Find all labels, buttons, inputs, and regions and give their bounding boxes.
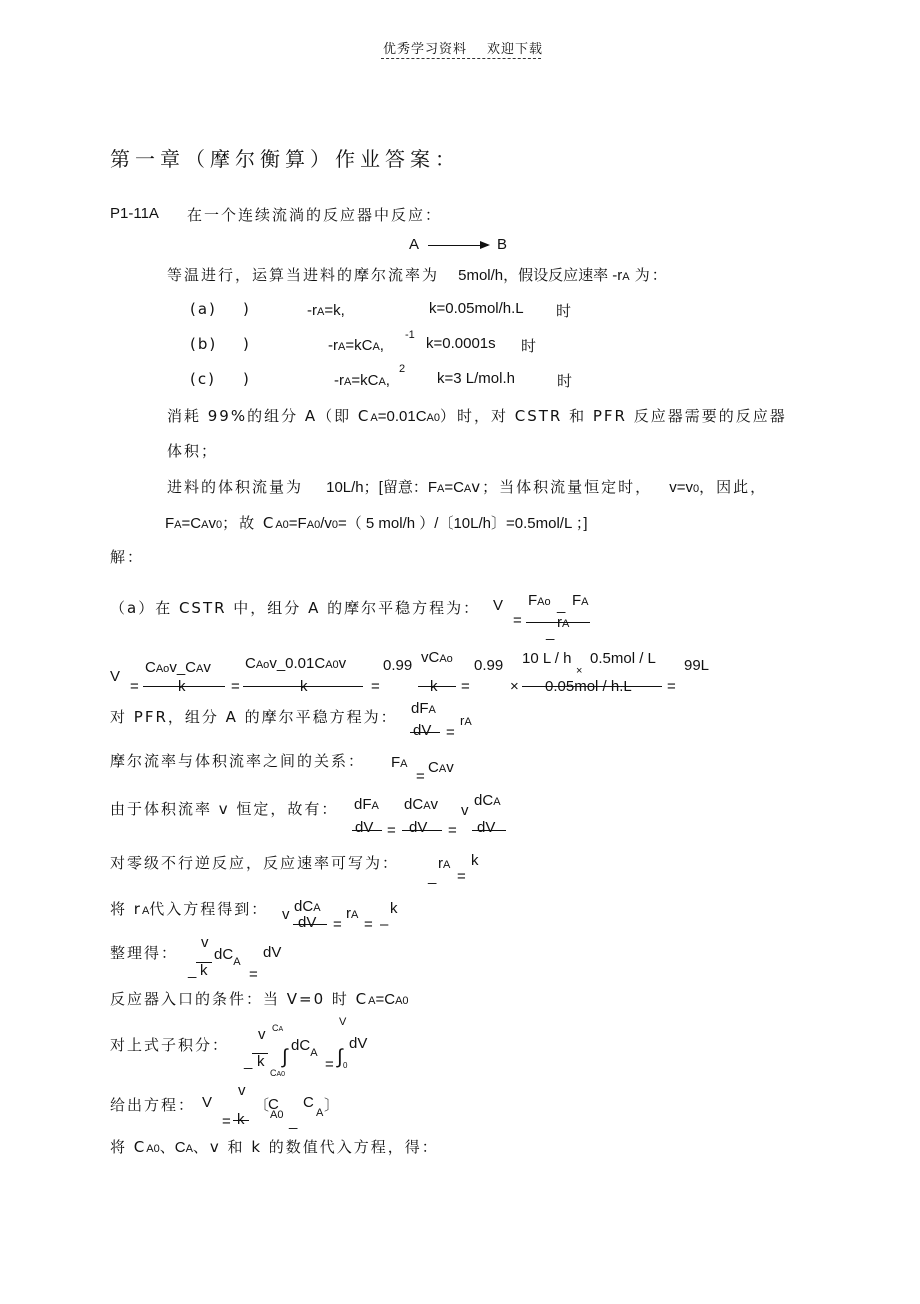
cstr-eq-numerator: FAo: [528, 592, 551, 609]
zero-eq-minus: _: [428, 868, 437, 885]
const-eq-num-2: dCAv: [404, 796, 439, 813]
case-b-k: k=0.0001s: [426, 335, 496, 352]
case-b-when: 时: [521, 337, 539, 355]
sub-eq-equals-2: =: [364, 916, 373, 933]
give-eq-V: V: [202, 1094, 213, 1111]
inlet-line: 反应器入口的条件：当 V=0 时 CA=CA0: [110, 990, 409, 1008]
big-eq-v: V: [110, 668, 121, 685]
int-eq-lower-1: CA0: [270, 1068, 286, 1078]
case-c-k: k=3 L/mol.h: [437, 370, 515, 387]
zero-eq-rate: rA: [438, 855, 451, 872]
tidy-line: 整理得：: [110, 944, 179, 962]
int-eq-upper-2: V: [339, 1016, 347, 1028]
int-eq-lower-2: 0: [343, 1061, 348, 1070]
int-eq-dc: $dC_A$: [291, 1037, 318, 1059]
const-eq-den-3: dV: [477, 819, 496, 836]
case-b-label: (b): [190, 335, 218, 353]
sub-eq-k: k: [390, 900, 398, 917]
const-flow-line: 由于体积流率 v 恒定，故有：: [110, 800, 339, 818]
tidy-eq-v: v: [201, 934, 209, 951]
reaction-arrow-icon: [428, 245, 488, 246]
case-a-rate: -rA=k,: [307, 302, 345, 319]
cstr-eq-v: V: [493, 597, 504, 614]
give-eq-v: v: [238, 1082, 246, 1099]
header-left: 优秀学习资料: [383, 42, 468, 57]
substitute-line: 将 rA代入方程得到：: [110, 900, 269, 918]
const-eq-equals-2: =: [448, 822, 457, 839]
case-c-sup: 2: [399, 363, 406, 375]
zero-eq-k: k: [471, 852, 479, 869]
case-c-rate: -rA=kCA,: [334, 372, 390, 389]
relation-eq-f: FA: [391, 754, 408, 771]
give-eq-rp: 〕: [324, 1097, 340, 1114]
integrate-line: 对上式子积分：: [110, 1036, 230, 1054]
const-eq-v: v: [461, 802, 469, 819]
tidy-eq-minus: _: [188, 962, 197, 979]
big-eq-den-3: k: [430, 678, 438, 695]
give-eq-c2: C: [303, 1094, 314, 1111]
case-a-k: k=0.05mol/h.L: [429, 300, 524, 317]
big-eq-num-2: CAov_0.01CA0v: [245, 655, 347, 672]
int-eq-minus: _: [244, 1053, 253, 1070]
problem-id: P1-11A: [110, 205, 159, 222]
case-c-label: (c): [190, 370, 216, 388]
zero-eq-equals: =: [457, 868, 466, 885]
header-divider: [381, 58, 541, 59]
int-eq-v: v: [258, 1026, 266, 1043]
big-eq-coef-2: 0.99: [474, 657, 504, 674]
tidy-eq-dc: $dC_A$: [214, 946, 241, 968]
final-line: 将 CA0、CA、v 和 k 的数值代入方程，得：: [110, 1138, 439, 1156]
big-eq-equals-3: =: [371, 678, 380, 695]
give-eq-line: 给出方程：: [110, 1096, 196, 1114]
big-eq-equals-1: =: [130, 678, 139, 695]
cstr-eq-numerator-2: FA: [572, 592, 589, 609]
big-eq-result: 99L: [684, 657, 710, 674]
relation-eq-c: CAv: [428, 759, 454, 776]
big-eq-den-1: k: [178, 678, 186, 695]
give-eq-equals: =: [222, 1113, 231, 1130]
pfr-eq-den: dV: [413, 722, 432, 739]
cstr-eq-den: rA: [557, 614, 570, 631]
tidy-eq-dv: dV: [263, 944, 282, 961]
give-eq-c2-sub: A: [316, 1107, 324, 1119]
cstr-eq-den-minus: _: [546, 624, 555, 641]
pfr-eq-rate: rA: [460, 713, 472, 728]
pfr-balance-line: 对 PFR，组分 A 的摩尔平稳方程为：: [110, 708, 398, 726]
product-b: B: [497, 236, 508, 253]
problem-consume-line-2: 体积；: [167, 442, 219, 460]
give-eq-minus: _: [289, 1113, 298, 1130]
big-eq-num-4: 10 L / h: [522, 650, 572, 667]
sub-eq-num: dCA: [294, 898, 321, 915]
integral-sign-icon: ∫: [282, 1046, 288, 1068]
problem-line-1: 等温进行，运算当进料的摩尔流率为 5mol/h，假设反应速率 -rA 为：: [167, 266, 669, 284]
int-eq-k: k: [257, 1053, 265, 1070]
big-eq-coef-1: 0.99: [383, 657, 413, 674]
big-eq-equals-2: =: [231, 678, 240, 695]
const-eq-den-1: dV: [355, 819, 374, 836]
cstr-eq-equals: =: [513, 612, 522, 629]
solution-label: 解：: [110, 548, 145, 566]
tidy-eq-k: k: [200, 962, 208, 979]
header-right: 欢迎下载: [487, 42, 544, 57]
give-eq-c1: C: [268, 1096, 279, 1113]
cstr-eq-minus: _: [557, 597, 566, 614]
problem-f-line: FA=CAv0；故 CA0=FA0/v0=（ 5 mol/h ）/〔10L/h〕=0.5mol/L ；]: [165, 514, 588, 532]
pfr-eq-equals: =: [446, 724, 455, 741]
give-eq-lp: 〔: [254, 1097, 270, 1114]
big-eq-equals-5: =: [667, 678, 676, 695]
sub-eq-minus: –: [380, 916, 389, 933]
case-a-paren: ): [243, 300, 251, 318]
tidy-eq-equals: =: [249, 966, 258, 983]
int-eq-upper-1: CA: [272, 1023, 284, 1033]
int-eq-dv: dV: [349, 1035, 368, 1052]
reactant-a: A: [409, 236, 420, 253]
problem-flow-line: 进料的体积流量为 10L/h；[留意：FA=CAv；当体积流量恒定时， v=v0，因此，: [167, 478, 768, 496]
problem-intro: 在一个连续流淌的反应器中反应：: [187, 206, 443, 224]
case-a-label: (a): [190, 300, 217, 318]
big-eq-num-4b: 0.5mol / L: [590, 650, 656, 667]
pfr-eq-num: dFA: [411, 700, 436, 717]
big-eq-den-4: 0.05mol / h.L: [545, 678, 632, 695]
zero-order-line: 对零级不行逆反应，反应速率可写为：: [110, 854, 400, 872]
const-eq-num-3: dCA: [474, 792, 501, 809]
int-eq-equals: =: [325, 1056, 334, 1073]
case-c-paren: ): [243, 370, 251, 388]
big-eq-den-2: k: [300, 678, 308, 695]
relation-eq-equals: =: [416, 768, 425, 785]
case-b-sup: -1: [405, 329, 415, 341]
const-eq-equals-1: =: [387, 822, 396, 839]
give-eq-c1-sub: A0: [270, 1109, 284, 1121]
case-b-paren: ): [243, 335, 251, 353]
big-eq-num-3: vCAo: [421, 649, 453, 666]
sub-eq-equals-1: =: [333, 916, 342, 933]
big-eq-num-1: CAov_CAv: [145, 659, 211, 676]
page-title: 第一章（摩尔衡算）作业答案：: [110, 147, 460, 171]
case-c-when: 时: [557, 372, 575, 390]
cstr-balance-line: （a）在 CSTR 中，组分 A 的摩尔平稳方程为：: [110, 599, 481, 617]
give-eq-k: k: [237, 1111, 245, 1128]
big-eq-equals-4: =: [461, 678, 470, 695]
big-eq-times-2: ×: [576, 665, 583, 677]
const-eq-den-2: dV: [409, 819, 428, 836]
case-a-when: 时: [556, 302, 574, 320]
relation-line: 摩尔流率与体积流率之间的关系：: [110, 752, 366, 770]
sub-eq-den: dV: [298, 914, 317, 931]
sub-eq-rate: rA: [346, 905, 359, 922]
case-b-rate: -rA=kCA,: [328, 337, 384, 354]
sub-eq-v: v: [282, 906, 290, 923]
const-eq-num-1: dFA: [354, 796, 379, 813]
problem-consume-line: 消耗 99%的组分 A（即 CA=0.01CA0）时，对 CSTR 和 PFR 反应器需要的反应器: [167, 407, 787, 425]
integral-sign-icon-2: ∫: [337, 1046, 343, 1068]
big-eq-times-1: ×: [510, 678, 519, 695]
